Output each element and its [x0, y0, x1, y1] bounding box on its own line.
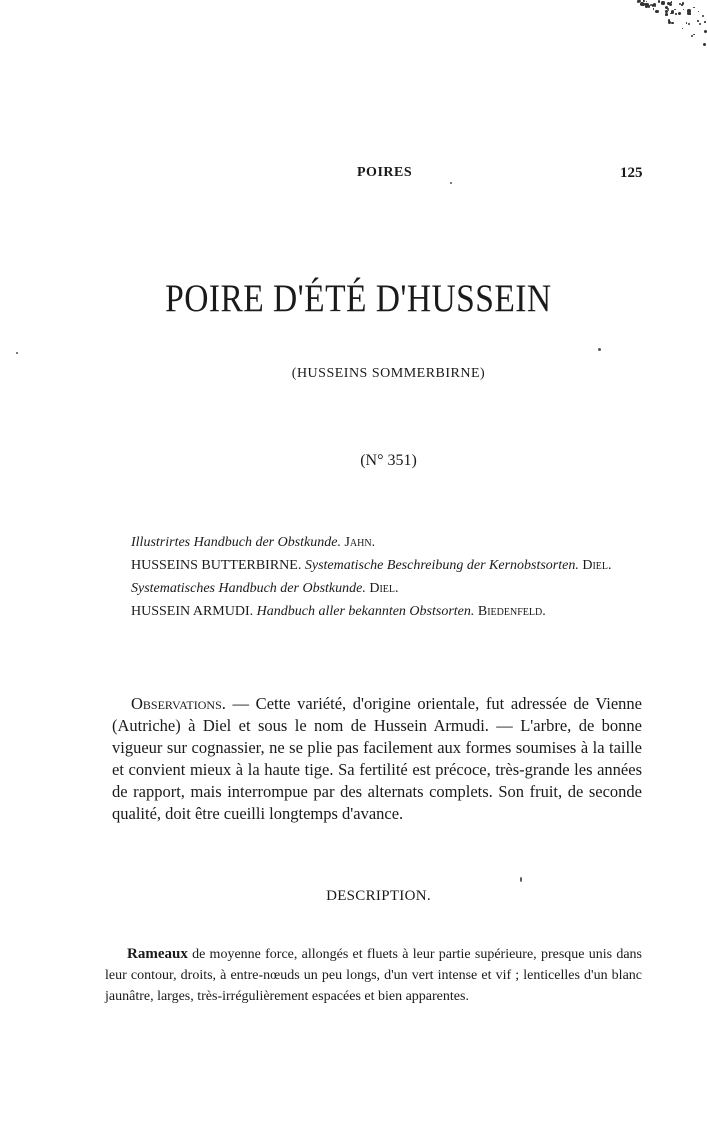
scan-speck [688, 23, 690, 25]
references-list [112, 533, 642, 625]
scan-speck [655, 10, 658, 13]
scan-speck [669, 3, 672, 6]
reference-author: Diel. [582, 558, 612, 573]
page-title: POIRE D'ÉTÉ D'HUSSEIN [165, 277, 552, 320]
reference-item [112, 579, 642, 599]
scan-speck [450, 182, 452, 184]
section-heading: DESCRIPTION. [326, 888, 431, 904]
scan-speck [693, 7, 694, 8]
scan-speck [665, 10, 668, 13]
reference-work: Systematische Beschreibung der Kernobstsorten. [304, 558, 579, 573]
scan-speck [693, 34, 694, 35]
scan-speck [699, 23, 701, 25]
scan-speck [671, 22, 674, 25]
reference-author: Biedenfeld. [477, 604, 546, 619]
scan-speck [683, 9, 684, 10]
scan-speck [704, 21, 706, 23]
scan-speck [598, 348, 601, 351]
page-number: 125 [620, 165, 643, 181]
reference-item [112, 556, 642, 576]
scan-speck [687, 12, 690, 15]
scan-speck [658, 0, 661, 3]
scan-speck [665, 13, 668, 16]
scan-speck [691, 35, 693, 37]
scan-speck [661, 1, 664, 4]
scan-speck [702, 15, 704, 17]
scan-speck [643, 0, 644, 1]
scan-speck [697, 20, 699, 22]
scan-speck [671, 10, 674, 13]
reference-work: Handbuch aller bekannten Obstsorten. [256, 604, 475, 619]
description-text: de moyenne force, allongés et fluets à leur partie supérieure, presque unis dans leur contour, droits, à entre-nœuds un peu longs, d'un vert intense et vif ; lenticelles d'un blanc jaunâtre, larges, très-irrégulièrement espacées et bien apparentes. [105, 947, 642, 1004]
scan-speck [678, 12, 681, 15]
reference-item [112, 602, 642, 622]
reference-synonym: HUSSEINS BUTTERBIRNE. [131, 558, 305, 573]
subtitle: (HUSSEINS SOMMERBIRNE) [291, 366, 486, 381]
running-title: POIRES [357, 165, 413, 180]
reference-author: Diel. [369, 581, 399, 596]
scan-speck [520, 877, 522, 882]
scan-speck [648, 5, 651, 8]
scan-speck [674, 9, 675, 10]
description-paragraph [105, 944, 642, 1007]
scan-speck [682, 28, 684, 30]
observations-label: Observations. [131, 694, 226, 713]
observations-paragraph [112, 693, 642, 825]
scan-speck [646, 1, 647, 2]
scan-speck [675, 13, 676, 14]
variety-number: (N° 351) [360, 452, 417, 469]
reference-synonym: HUSSEIN ARMUDI. [131, 604, 257, 619]
reference-work: Illustrirtes Handbuch der Obstkunde. [131, 535, 341, 550]
scan-speck [703, 43, 706, 46]
scan-speck [645, 5, 648, 8]
reference-item [112, 533, 642, 553]
scan-speck [681, 4, 683, 6]
scan-speck [698, 11, 699, 12]
description-lead: Rameaux [127, 946, 188, 962]
scan-speck [653, 8, 654, 9]
reference-work: Systematisches Handbuch der Obstkunde. [131, 581, 366, 596]
scan-edge-noise [637, 0, 707, 50]
observations-text: — Cette variété, d'origine orientale, fut adressée de Vienne (Autriche) à Diel et sous le nom de Hussein Armudi. — L'arbre, de bonne vigueur sur cognassier, ne se plie pas facilement aux formes soumises à la taille et convient mieux à la haute tige. Sa fertilité est précoce, très-grande les années de rapport, mais interrompue par des alternats complets. Son fruit, de seconde qualité, doit être cueilli longtemps d'avance. [112, 694, 642, 823]
scan-speck [16, 352, 18, 354]
reference-author: Jahn. [344, 535, 376, 550]
scan-speck [653, 3, 656, 6]
